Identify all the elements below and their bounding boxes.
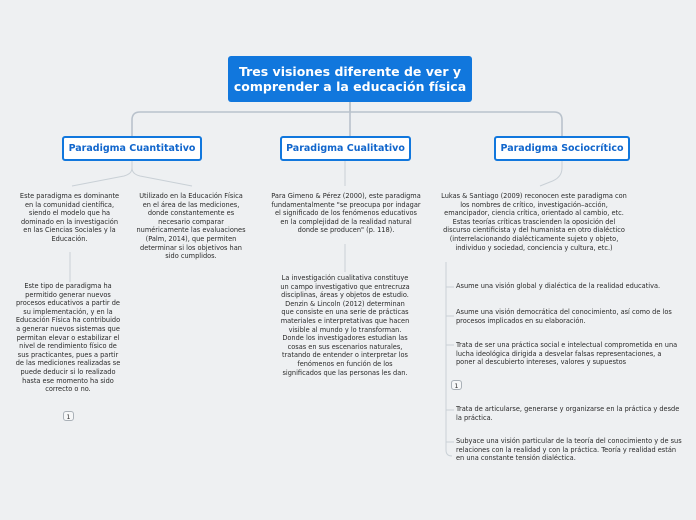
branch-paradigma-cuantitativo[interactable]: Paradigma Cuantitativo — [62, 136, 202, 161]
collapsed-count-badge[interactable]: 1 — [451, 380, 462, 390]
connector-socio-intro — [540, 161, 562, 186]
sociocritico-item-practica-social[interactable]: Trata de ser una práctica social e intelectual comprometida en una lucha ideológica dirigida a desvelar falsas representaciones, a poner al descubierto intereses, valores y supuestos — [456, 341, 678, 367]
branch-paradigma-cualitativo[interactable]: Paradigma Cualitativo — [280, 136, 411, 161]
connector-socio-list — [446, 262, 452, 456]
note-sociocritico-lukas[interactable]: Lukas & Santiago (2009) reconocen este paradigma con los nombres de crítico, investigación–acción, emancipador, ciencia crítica, orientado al cambio, etc. Estas teorías críticas trascienden la oposición del discurso cientificista y del humanista en otro dialéctico (interrelacionando dialécticamente sujeto y objeto, individuo y sociedad, conciencia y cultura, etc.) — [441, 192, 627, 252]
sociocritico-item-teoria-conocimiento[interactable]: Subyace una visión particular de la teoría del conocimiento y de sus relaciones con la realidad y con la práctica. Teoría y realidad están en una constante tensión dialéctica. — [456, 437, 682, 463]
note-cuantitativo-procesos[interactable]: Este tipo de paradigma ha permitido generar nuevos procesos educativos a partir de su implementación, y en la Educación Física ha contribuido a generar nuevos sistemas que permitan elevar o estabilizar el nivel de rendimiento físico de sus practicantes, pues a partir de las mediciones realizadas se puede deducir si lo realizado hasta ese momento ha sido correcto o no. — [15, 282, 121, 394]
note-cualitativo-investigacion[interactable]: La investigación cualitativa constituye un campo investigativo que entrecruza disciplinas, áreas y objetos de estudio. Denzin & Lincoln (2012) determinan que consiste en una serie de prácticas materiales e interpretativas que hacen visible al mundo y lo transforman. Donde los investigadores estudian las cosas en sus escenarios naturales, tratando de entender o interpretar los fenómenos en función de los significados que las personas les dan. — [280, 274, 410, 377]
sociocritico-item-vision-democratica[interactable]: Asume una visión democrática del conocimiento, así como de los procesos implicados en su elaboración. — [456, 308, 672, 325]
root-topic[interactable]: Tres visiones diferente de ver y comprender a la educación física — [228, 56, 472, 102]
sociocritico-item-vision-global[interactable]: Asume una visión global y dialéctica de la realidad educativa. — [456, 282, 661, 290]
connector-cuant-note2 — [132, 161, 192, 186]
note-cuantitativo-dominante[interactable]: Este paradigma es dominante en la comunidad científica, siendo el modelo que ha dominado en la investigación en las Ciencias Sociales y la Educación. — [19, 192, 120, 243]
note-cuantitativo-mediciones[interactable]: Utilizado en la Educación Física en el área de las mediciones, donde constantemente es necesario comparar numéricamente las evaluaciones (Palm, 2014), que permiten determinar si los objetivos han sido cumplidos. — [136, 192, 246, 261]
connector-cuant-note1 — [72, 161, 132, 186]
connector-root-cuantitativo — [132, 102, 350, 136]
connector-root-sociocritico — [350, 112, 562, 136]
note-cualitativo-gimeno[interactable]: Para Gimeno & Pérez (2000), este paradigma fundamentalmente "se preocupa por indagar el significado de los fenómenos educativos en la complejidad de la realidad natural donde se producen" (p. 118). — [271, 192, 421, 235]
collapsed-count-badge[interactable]: 1 — [63, 411, 74, 421]
sociocritico-item-articularse[interactable]: Trata de articularse, generarse y organizarse en la práctica y desde la práctica. — [456, 405, 680, 422]
branch-paradigma-sociocritico[interactable]: Paradigma Sociocrítico — [494, 136, 630, 161]
